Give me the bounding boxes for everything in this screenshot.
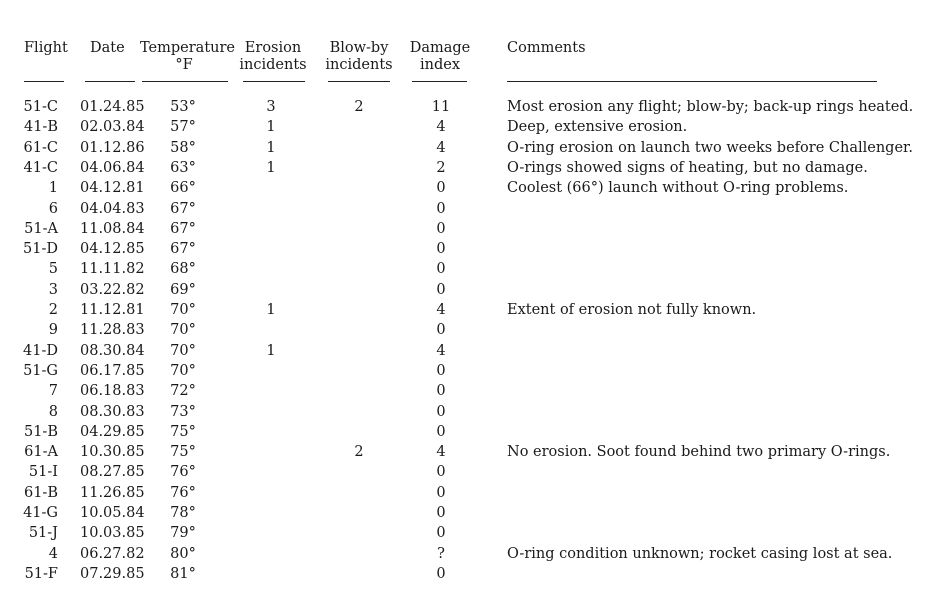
date-cell: 11.11.82 — [80, 261, 145, 277]
comment-cell: O-ring erosion on launch two weeks before Challenger. — [507, 140, 913, 156]
damage-index-cell: 0 — [436, 221, 446, 237]
temperature-cell: 72° — [170, 383, 196, 399]
comment-cell: Most erosion any flight; blow-by; back-up rings heated. — [507, 99, 914, 115]
temperature-cell: 58° — [170, 140, 196, 156]
date-cell: 08.30.83 — [80, 404, 145, 420]
temperature-cell: 70° — [170, 363, 196, 379]
erosion-cell: 1 — [266, 119, 276, 135]
damage-index-cell: 0 — [436, 383, 446, 399]
temperature-cell: 73° — [170, 404, 196, 420]
damage-index-cell: 4 — [436, 343, 446, 359]
temperature-cell: 67° — [170, 201, 196, 217]
header-rule-damage — [412, 81, 467, 82]
comment-cell: Coolest (66°) launch without O-ring problems. — [507, 180, 849, 196]
flight-cell: 51-I — [28, 464, 58, 480]
flight-cell: 5 — [48, 261, 58, 277]
damage-index-cell: 0 — [436, 464, 446, 480]
header-rule-blowby — [328, 81, 390, 82]
header-rule-erosion — [243, 81, 305, 82]
flight-cell: 7 — [48, 383, 58, 399]
header-damage-index: Damage index — [409, 40, 471, 73]
damage-index-cell: 0 — [436, 566, 446, 582]
damage-index-cell: 0 — [436, 322, 446, 338]
date-cell: 11.08.84 — [80, 221, 145, 237]
date-cell: 11.26.85 — [80, 485, 145, 501]
damage-index-cell: 0 — [436, 261, 446, 277]
date-cell: 04.12.85 — [80, 241, 145, 257]
temperature-cell: 63° — [170, 160, 196, 176]
damage-index-cell: 4 — [436, 140, 446, 156]
damage-index-cell: 4 — [436, 444, 446, 460]
flight-cell: 51-B — [23, 424, 58, 440]
temperature-cell: 76° — [170, 464, 196, 480]
flight-cell: 51-J — [28, 525, 58, 541]
date-cell: 01.24.85 — [80, 99, 145, 115]
flight-cell: 3 — [48, 282, 58, 298]
damage-index-cell: 4 — [436, 119, 446, 135]
comment-cell: O-ring condition unknown; rocket casing lost at sea. — [507, 546, 893, 562]
temperature-cell: 70° — [170, 322, 196, 338]
comment-cell: O-rings showed signs of heating, but no damage. — [507, 160, 868, 176]
header-rule-comments — [507, 81, 877, 82]
temperature-cell: 75° — [170, 444, 196, 460]
date-cell: 03.22.82 — [80, 282, 145, 298]
date-cell: 06.18.83 — [80, 383, 145, 399]
damage-index-cell: 0 — [436, 241, 446, 257]
flight-cell: 41-B — [23, 119, 58, 135]
damage-index-cell: 4 — [436, 302, 446, 318]
date-cell: 07.29.85 — [80, 566, 145, 582]
flight-cell: 51-D — [23, 241, 58, 257]
flight-cell: 1 — [48, 180, 58, 196]
damage-index-cell: 0 — [436, 485, 446, 501]
header-rule-flight — [24, 81, 64, 82]
blowby-cell: 2 — [354, 444, 364, 460]
damage-index-cell: 0 — [436, 424, 446, 440]
temperature-cell: 81° — [170, 566, 196, 582]
flight-cell: 2 — [48, 302, 58, 318]
flight-cell: 8 — [48, 404, 58, 420]
blowby-cell: 2 — [354, 99, 364, 115]
temperature-cell: 79° — [170, 525, 196, 541]
comment-cell: Deep, extensive erosion. — [507, 119, 688, 135]
damage-index-cell: 11 — [431, 99, 451, 115]
damage-index-cell: 0 — [436, 363, 446, 379]
date-cell: 08.30.84 — [80, 343, 145, 359]
flight-cell: 61-C — [23, 140, 58, 156]
date-cell: 11.28.83 — [80, 322, 145, 338]
flight-cell: 51-F — [24, 566, 58, 582]
date-cell: 04.06.84 — [80, 160, 145, 176]
erosion-cell: 1 — [266, 140, 276, 156]
flight-cell: 61-A — [24, 444, 58, 460]
damage-index-cell: 0 — [436, 404, 446, 420]
date-cell: 11.12.81 — [80, 302, 145, 318]
temperature-cell: 78° — [170, 505, 196, 521]
header-date: Date — [90, 40, 125, 56]
header-rule-temperature — [142, 81, 228, 82]
damage-index-cell: 2 — [436, 160, 446, 176]
date-cell: 06.27.82 — [80, 546, 145, 562]
date-cell: 10.30.85 — [80, 444, 145, 460]
date-cell: 08.27.85 — [80, 464, 145, 480]
damage-index-cell: 0 — [436, 282, 446, 298]
erosion-cell: 3 — [266, 99, 276, 115]
temperature-cell: 80° — [170, 546, 196, 562]
temperature-cell: 76° — [170, 485, 196, 501]
temperature-cell: 69° — [170, 282, 196, 298]
erosion-cell: 1 — [266, 302, 276, 318]
temperature-cell: 66° — [170, 180, 196, 196]
temperature-cell: 67° — [170, 221, 196, 237]
header-rule-date — [85, 81, 135, 82]
flight-cell: 51-G — [23, 363, 58, 379]
temperature-cell: 53° — [170, 99, 196, 115]
damage-index-cell: 0 — [436, 525, 446, 541]
flight-cell: 61-B — [23, 485, 58, 501]
date-cell: 10.03.85 — [80, 525, 145, 541]
temperature-cell: 70° — [170, 343, 196, 359]
temperature-cell: 57° — [170, 119, 196, 135]
header-erosion-incidents: Erosion incidents — [239, 40, 307, 73]
flight-cell: 41-G — [23, 505, 58, 521]
date-cell: 04.04.83 — [80, 201, 145, 217]
date-cell: 04.12.81 — [80, 180, 145, 196]
temperature-cell: 70° — [170, 302, 196, 318]
date-cell: 06.17.85 — [80, 363, 145, 379]
flight-cell: 51-C — [23, 99, 58, 115]
flight-cell: 9 — [48, 322, 58, 338]
temperature-cell: 68° — [170, 261, 196, 277]
header-flight: Flight — [24, 40, 68, 56]
temperature-cell: 67° — [170, 241, 196, 257]
damage-index-cell: 0 — [436, 180, 446, 196]
comment-cell: Extent of erosion not fully known. — [507, 302, 757, 318]
erosion-cell: 1 — [266, 160, 276, 176]
flight-cell: 41-D — [23, 343, 58, 359]
comment-cell: No erosion. Soot found behind two primary O-rings. — [507, 444, 891, 460]
header-temperature: Temperature °F — [140, 40, 235, 73]
flight-cell: 4 — [48, 546, 58, 562]
flight-cell: 41-C — [23, 160, 58, 176]
damage-index-cell: 0 — [436, 505, 446, 521]
date-cell: 10.05.84 — [80, 505, 145, 521]
temperature-cell: 75° — [170, 424, 196, 440]
date-cell: 02.03.84 — [80, 119, 145, 135]
damage-index-cell: ? — [437, 546, 445, 562]
damage-index-cell: 0 — [436, 201, 446, 217]
date-cell: 01.12.86 — [80, 140, 145, 156]
erosion-cell: 1 — [266, 343, 276, 359]
header-comments: Comments — [507, 40, 586, 56]
date-cell: 04.29.85 — [80, 424, 145, 440]
flight-cell: 6 — [48, 201, 58, 217]
header-blowby-incidents: Blow-by incidents — [325, 40, 393, 73]
flight-cell: 51-A — [24, 221, 58, 237]
